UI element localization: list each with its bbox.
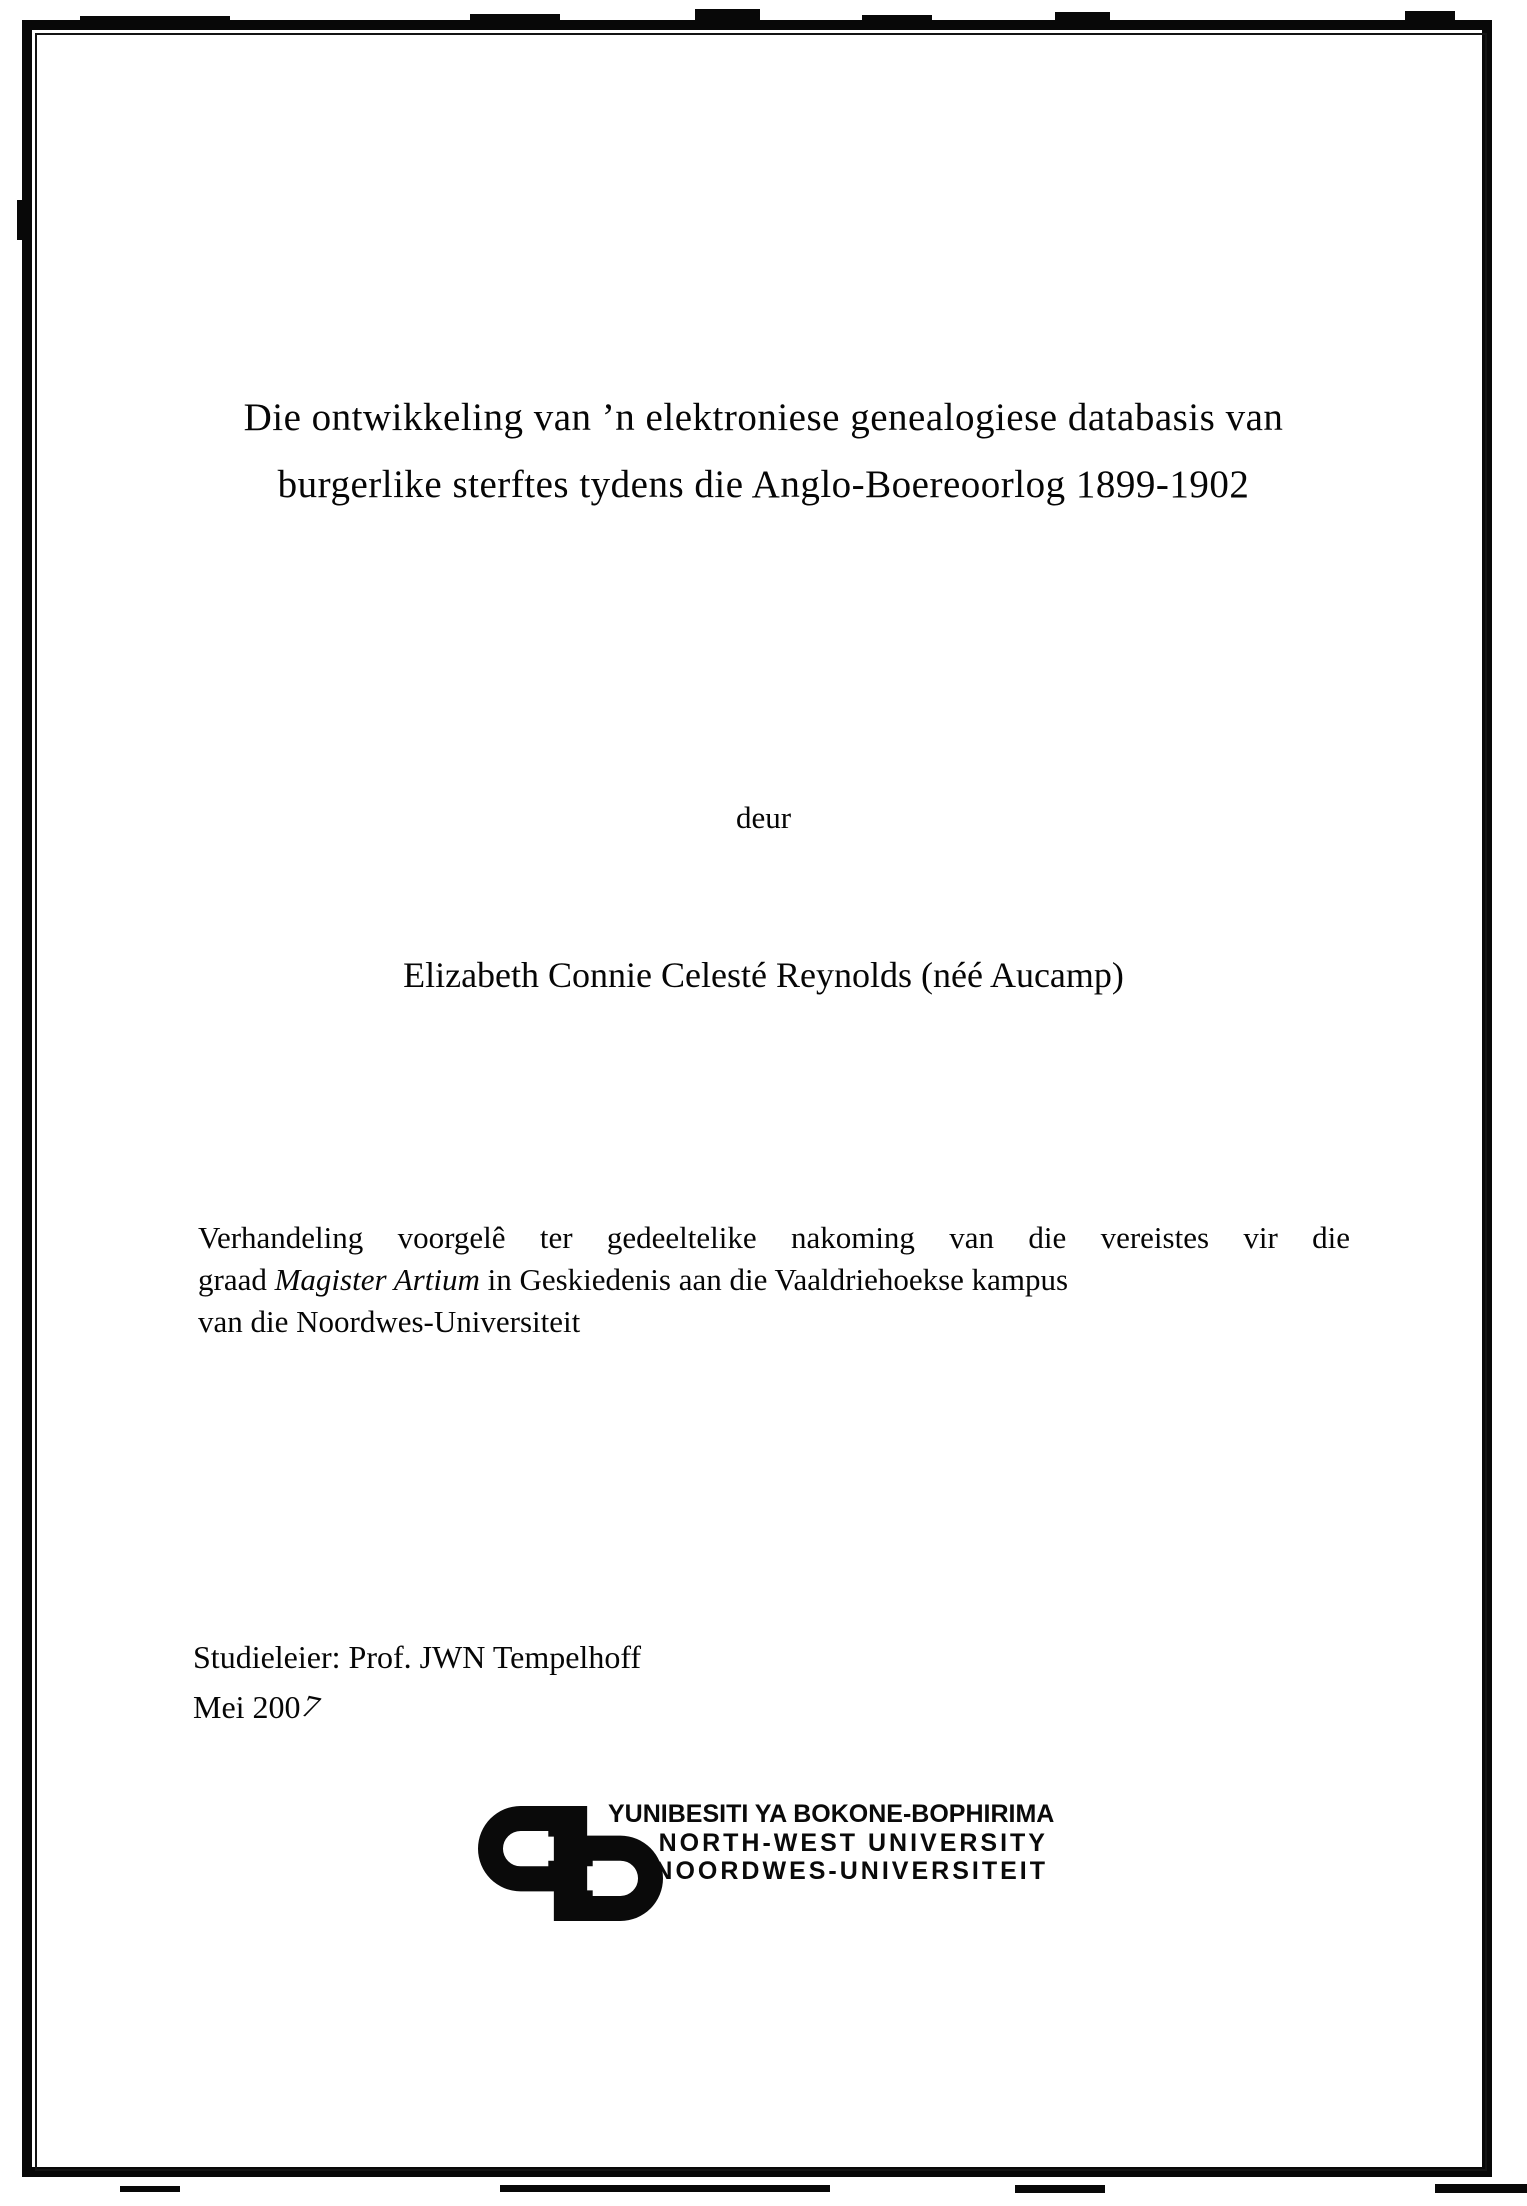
date-prefix: Mei 200 — [193, 1689, 301, 1725]
scan-smudge — [1405, 11, 1455, 20]
byline-label: deur — [735, 800, 792, 835]
scan-smudge — [1015, 2185, 1105, 2193]
scan-smudge — [1435, 2184, 1527, 2193]
scan-smudge — [862, 15, 932, 21]
statement-line-2-pre: graad — [198, 1262, 275, 1297]
thesis-title — [60, 384, 1467, 518]
statement-line-3: van die Noordwes-Universiteit — [198, 1304, 581, 1339]
author-name: Elizabeth Connie Celesté Reynolds (néé Aucamp) — [403, 955, 1124, 995]
scan-smudge — [17, 200, 24, 240]
scan-smudge — [470, 14, 560, 21]
statement-line-1: Verhandeling voorgelê ter gedeeltelike nakoming van die vereistes vir die — [198, 1220, 1350, 1255]
scan-smudge — [695, 9, 760, 21]
submission-statement — [198, 1217, 1350, 1343]
statement-line-2-post: in Geskiedenis aan die Vaaldriehoekse kampus — [479, 1262, 1069, 1297]
date-last-digit: 7 — [296, 1687, 325, 1726]
date-line — [193, 1682, 993, 1732]
logo-text-setswana: YUNIBESITI YA BOKONE-BOPHIRIMA — [608, 1800, 1055, 1828]
thesis-title-line-1: Die ontwikkeling van ’n elektroniese genealogiese databasis van — [243, 396, 1284, 439]
thesis-title-line-2: burgerlike sterftes tydens die Anglo-Boereoorlog 1899-1902 — [277, 463, 1250, 506]
degree-name: Magister Artium — [274, 1262, 480, 1297]
scan-smudge — [1055, 12, 1110, 20]
scan-smudge — [80, 16, 230, 21]
statement-line-2 — [198, 1259, 1350, 1301]
nwu-logo-text — [608, 1800, 1055, 1886]
logo-text-afrikaans: NOORDWES-UNIVERSITEIT — [654, 1857, 1048, 1885]
supervisor-block — [193, 1632, 993, 1732]
supervisor-line: Studieleier: Prof. JWN Tempelhoff — [193, 1639, 642, 1675]
scan-smudge — [120, 2186, 180, 2192]
scan-smudge — [500, 2185, 830, 2192]
logo-text-english: NORTH-WEST UNIVERSITY — [658, 1828, 1048, 1857]
